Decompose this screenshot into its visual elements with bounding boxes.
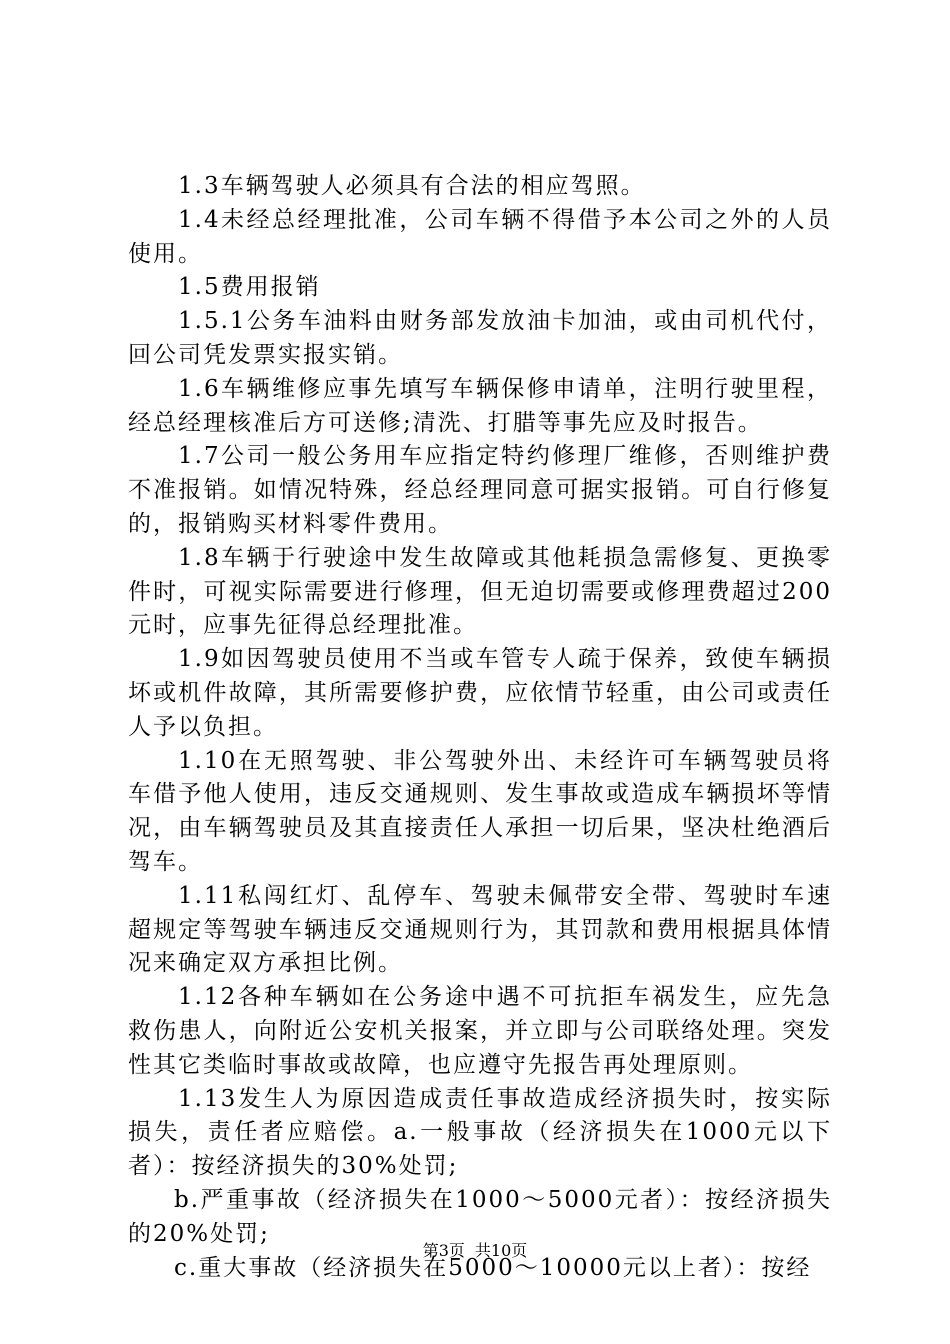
paragraph-1-5: 1.5费用报销 — [178, 274, 321, 301]
paragraph-major-accident: c.重大事故（经济损失在5000～10000元以上者）：按经 — [174, 1254, 812, 1281]
paragraph-1-7: 1.7公司一般公务用车应指定特约修理厂维修，否则维护费不准报销。如情况特殊，经总经理同意可据实报销。可自行修复的，报销购买材料零件费用。 — [128, 443, 832, 537]
paragraph-1-13: 1.13发生人为原因造成责任事故造成经济损失时，按实际损失，责任者应赔偿。a.一般事故（经济损失在1000元以下者）：按经济损失的30%处罚; — [128, 1085, 832, 1180]
paragraph-1-5-1: 1.5.1公务车油料由财务部发放油卡加油，或由司机代付，回公司凭发票实报实销。 — [128, 308, 832, 368]
paragraph-serious-accident: b.严重事故（经济损失在1000～5000元者）：按经济损失的20%处罚; — [128, 1186, 832, 1247]
paragraph-1-6: 1.6车辆维修应事先填写车辆保修申请单，注明行驶里程，经总经理核准后方可送修;清洗、打腊等事先应及时报告。 — [128, 375, 832, 436]
page-number: 第3页 — [422, 1241, 465, 1260]
paragraph-1-10: 1.10在无照驾驶、非公驾驶外出、未经许可车辆驾驶员将车借予他人使用，违反交通规则、发生事故或造成车辆损坏等情况，由车辆驾驶员及其直接责任人承担一切后果，坚决杜绝酒后驾车。 — [128, 747, 832, 875]
paragraph-1-11: 1.11私闯红灯、乱停车、驾驶未佩带安全带、驾驶时车速超规定等驾驶车辆违反交通规则行为，其罚款和费用根据具体情况来确定双方承担比例。 — [128, 882, 832, 977]
paragraph-1-4: 1.4未经总经理批准，公司车辆不得借予本公司之外的人员使用。 — [128, 206, 832, 267]
paragraph-1-3: 1.3车辆驾驶人必须具有合法的相应驾照。 — [178, 173, 646, 199]
paragraph-1-8: 1.8车辆于行驶途中发生故障或其他耗损急需修复、更换零件时，可视实际需要进行修理，但无迫切需要或修理费超过200元时，应事先征得总经理批准。 — [128, 544, 832, 639]
paragraph-1-9: 1.9如因驾驶员使用不当或车管专人疏于保养，致使车辆损坏或机件故障，其所需要修护费，应依情节轻重，由公司或责任人予以负担。 — [128, 646, 832, 740]
page-total: 共10页 — [474, 1241, 528, 1260]
page-footer — [0, 1241, 950, 1261]
document-body — [128, 170, 832, 1285]
paragraph-1-12: 1.12各种车辆如在公务途中遇不可抗拒车祸发生，应先急救伤患人，向附近公安机关报案，并立即与公司联络处理。突发性其它类临时事故或故障，也应遵守先报告再处理原则。 — [128, 984, 832, 1078]
